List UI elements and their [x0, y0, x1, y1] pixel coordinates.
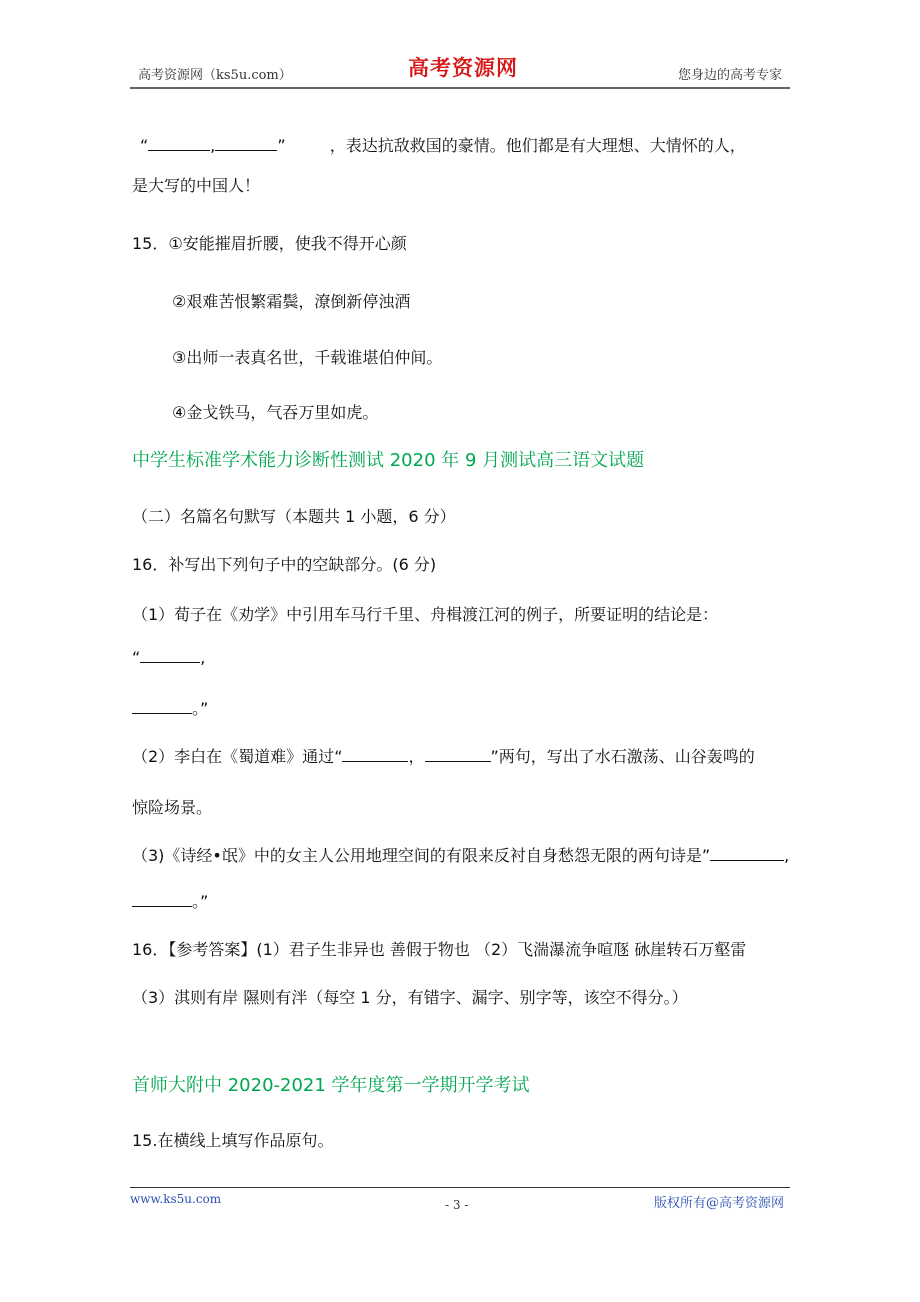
text-line: ④金戈铁马，气吞万里如虎。: [172, 403, 379, 422]
page-number: - 3 -: [445, 1198, 469, 1212]
text-line: ②艰难苦恨繁霜鬓，潦倒新停浊酒: [172, 292, 411, 311]
text-line: （3)《诗经•氓》中的女主人公用地理空间的有限来反衬自身愁怨无限的两句诗是” ,: [132, 846, 790, 865]
text-line: “ , ” ，表达抗敌救国的豪情。他们都是有大理想、大情怀的人，: [140, 136, 746, 155]
section-title: 中学生标准学术能力诊断性测试 2020 年 9 月测试高三语文试题: [132, 450, 645, 471]
blank-line: “ ,: [132, 648, 206, 667]
answer-line: 16．【参考答案】(1）君子生非异也 善假于物也 （2）飞湍瀑流争喧豗 砅崖转石万壑雷: [132, 940, 747, 959]
header-logo: 高考资源网: [408, 55, 518, 80]
header-slogan: 您身边的高考专家: [677, 68, 782, 83]
text-line: （二）名篇名句默写（本题共 1 小题，6 分）: [132, 507, 456, 526]
blank-line: 。”: [132, 889, 208, 912]
answer-line: （3）淇则有岸 隰则有泮（每空 1 分，有错字、漏字、别字等，该空不得分。）: [132, 988, 688, 1007]
section-title: 首师大附中 2020-2021 学年度第一学期开学考试: [132, 1075, 530, 1096]
footer-link[interactable]: www.ks5u.com: [130, 1192, 222, 1206]
text-line: （2）李白在《蜀道难》通过“ ， ”两句，写出了水石激荡、山谷轰鸣的: [132, 747, 755, 766]
header-site: 高考资源网（ks5u.com）: [138, 68, 292, 83]
page-footer: [130, 1187, 790, 1212]
page-header: [130, 55, 790, 89]
text-line: 16．补写出下列句子中的空缺部分。(6 分): [132, 555, 437, 574]
text-line: 惊险场景。: [132, 798, 213, 817]
text-line: 是大写的中国人！: [132, 176, 261, 195]
blank-line: 。”: [132, 696, 208, 719]
text-line: 15．①安能摧眉折腰，使我不得开心颜: [132, 234, 407, 253]
text-line: 15.在横线上填写作品原句。: [132, 1131, 334, 1150]
footer-copyright: 版权所有@高考资源网: [653, 1196, 784, 1211]
text-line: （1）荀子在《劝学》中引用车马行千里、舟楫渡江河的例子，所要证明的结论是：: [132, 605, 719, 624]
text-line: ③出师一表真名世，千载谁堪伯仲间。: [172, 348, 443, 367]
